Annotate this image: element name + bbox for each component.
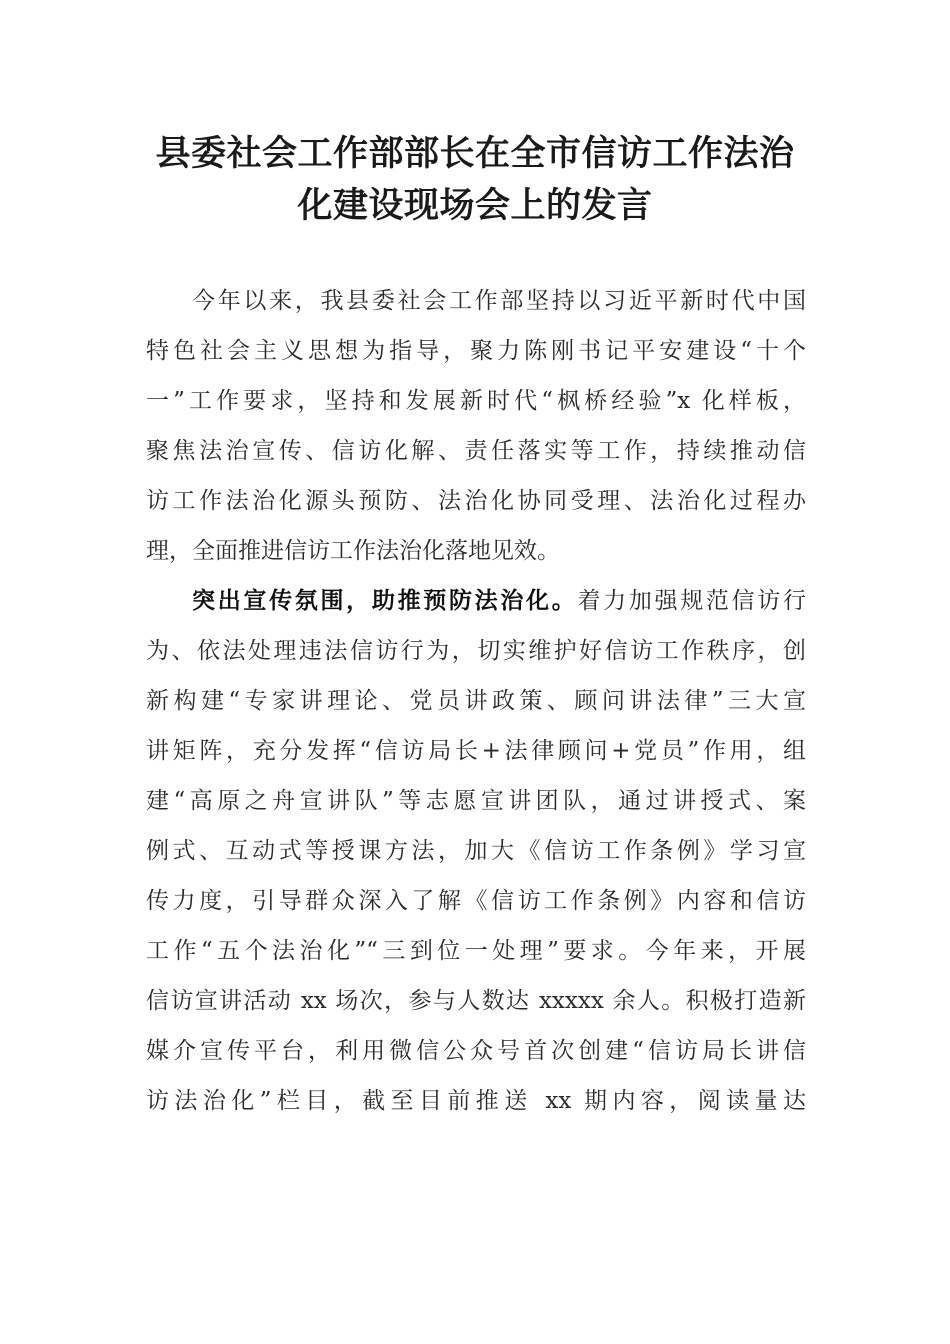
- paragraph-1-line-5: 访工作法治化源头预防、法治化协同受理、法治化过程办: [146, 488, 806, 514]
- paragraph-2-heading: 突出宣传氛围，助推预防法治化。: [192, 587, 578, 614]
- paragraph-2-line-11: 访法治化”栏目，截至目前推送 xx 期内容，阅读量达: [146, 1088, 806, 1114]
- paragraph-2-line-1: [146, 576, 806, 626]
- document-title: [140, 128, 810, 232]
- paragraph-1-line-6: 理，全面推进信访工作法治化落地见效。: [146, 538, 560, 564]
- paragraph-1-line-4: 聚焦法治宣传、信访化解、责任落实等工作，持续推动信: [146, 438, 806, 464]
- title-line-2: 化建设现场会上的发言: [297, 185, 653, 226]
- paragraph-2-line-6: 例式、互动式等授课方法，加大《信访工作条例》学习宣: [146, 838, 806, 864]
- paragraph-2-line-4: 讲矩阵，充分发挥“信访局长+法律顾问+党员”作用，组: [146, 738, 806, 764]
- paragraph-2-line-9: 信访宣讲活动 xx 场次，参与人数达 xxxxx 余人。积极打造新: [146, 988, 806, 1014]
- paragraph-2-line-8: 工作“五个法治化”“三到位一处理”要求。今年来，开展: [146, 938, 806, 964]
- paragraph-2-line-5: 建“高原之舟宣讲队”等志愿宣讲团队，通过讲授式、案: [146, 788, 806, 814]
- paragraph-2-line-10: 媒介宣传平台，利用微信公众号首次创建“信访局长讲信: [146, 1038, 806, 1064]
- paragraph-1-line-2: 特色社会主义思想为指导，聚力陈刚书记平安建设“十个: [146, 338, 806, 364]
- paragraph-1-line-1: 今年以来，我县委社会工作部坚持以习近平新时代中国: [192, 288, 806, 314]
- paragraph-2-line-2: 为、依法处理违法信访行为，切实维护好信访工作秩序，创: [146, 638, 806, 664]
- paragraph-2-first-rest: 着力加强规范信访行: [577, 588, 807, 614]
- paragraph-2-line-3: 新构建“专家讲理论、党员讲政策、顾问讲法律”三大宣: [146, 688, 806, 714]
- paragraph-1-line-3: 一”工作要求，坚持和发展新时代“枫桥经验”x 化样板，: [146, 388, 806, 414]
- paragraph-2-line-7: 传力度，引导群众深入了解《信访工作条例》内容和信访: [146, 888, 806, 914]
- document-body: [146, 276, 806, 1126]
- title-line-1: 县委社会工作部部长在全市信访工作法治: [155, 133, 795, 174]
